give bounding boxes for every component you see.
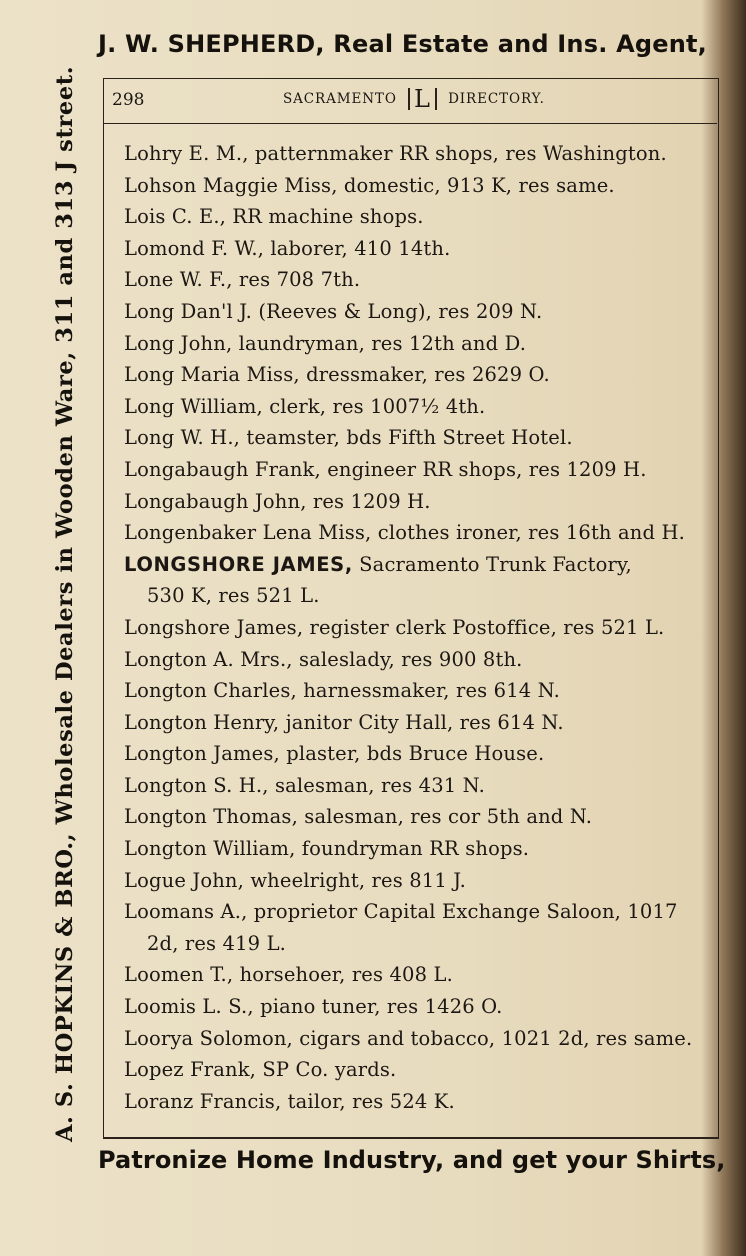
entry-lomond: Lomond F. W., laborer, 410 14th. — [124, 236, 451, 260]
entry-loranz: Loranz Francis, tailor, res 524 K. — [124, 1089, 455, 1113]
entry-longabaugh-frank: Longabaugh Frank, engineer RR shops, res 1209 H. — [124, 457, 647, 481]
entry-longton-william: Longton William, foundryman RR shops. — [124, 837, 530, 861]
page-number: 298 — [112, 90, 145, 110]
featured-rest: Sacramento Trunk Factory, — [352, 552, 632, 576]
entry-loorya: Loorya Solomon, cigars and tobacco, 1021 2d, res same. — [124, 1026, 693, 1050]
entry-longton-charles: Longton Charles, harnessmaker, res 614 N. — [124, 679, 560, 703]
entry-longton-sh: Longton S. H., salesman, res 431 N. — [124, 773, 485, 797]
entry-long-william: Long William, clerk, res 1007½ 4th. — [124, 394, 486, 418]
entry-lopez: Lopez Frank, SP Co. yards. — [124, 1058, 397, 1082]
running-head-left: SACRAMENTO — [283, 91, 397, 107]
entry-longshore-james: Longshore James, register clerk Postoffice, res 521 L. — [124, 615, 665, 639]
featured-name: LONGSHORE JAMES, — [124, 552, 353, 576]
entry-longton-henry: Longton Henry, janitor City Hall, res 614 N. — [124, 710, 564, 734]
entry-loomen: Loomen T., horsehoer, res 408 L. — [124, 963, 453, 987]
section-letter: L — [408, 88, 437, 110]
entry-loomis: Loomis L. S., piano tuner, res 1426 O. — [124, 995, 503, 1019]
entry-logue: Logue John, wheelright, res 811 J. — [124, 868, 467, 892]
entry-lohry: Lohry E. M., patternmaker RR shops, res Washington. — [124, 142, 667, 165]
entry-longshore-featured — [124, 549, 724, 581]
entry-long-maria: Long Maria Miss, dressmaker, res 2629 O. — [124, 363, 550, 387]
entry-longton-thomas: Longton Thomas, salesman, res cor 5th and N. — [124, 805, 593, 829]
side-advertisement: A. S. HOPKINS & BRO., Wholesale Dealers in Wooden Ware, 311 and 313 J street. — [52, 65, 78, 1142]
entry-longshore-featured-cont: 530 K, res 521 L. — [147, 584, 320, 608]
entry-long-danl: Long Dan'l J. (Reeves & Long), res 209 N. — [124, 299, 543, 323]
entry-lohson: Lohson Maggie Miss, domestic, 913 K, res same. — [124, 173, 615, 197]
entry-loomans: Loomans A., proprietor Capital Exchange Saloon, 1017 — [124, 900, 678, 924]
bottom-advertisement: Patronize Home Industry, and get your Shirts, — [98, 1146, 726, 1174]
running-head-right: DIRECTORY. — [448, 91, 545, 107]
entry-lone: Lone W. F., res 708 7th. — [124, 268, 361, 292]
entry-longenbaker: Longenbaker Lena Miss, clothes ironer, res 16th and H. — [124, 521, 685, 545]
top-advertisement: J. W. SHEPHERD, Real Estate and Ins. Agent, — [98, 30, 707, 58]
entry-lois: Lois C. E., RR machine shops. — [124, 205, 424, 229]
entry-longabaugh-john: Longabaugh John, res 1209 H. — [124, 489, 431, 513]
header-rule — [103, 123, 717, 124]
directory-entries — [124, 138, 724, 1117]
entry-longton-a: Longton A. Mrs., saleslady, res 900 8th. — [124, 647, 523, 671]
entry-longton-james: Longton James, plaster, bds Bruce House. — [124, 742, 545, 766]
entry-loomans-cont: 2d, res 419 L. — [147, 931, 287, 955]
entry-long-john: Long John, laundryman, res 12th and D. — [124, 331, 527, 355]
running-head — [283, 85, 545, 113]
entry-long-wh: Long W. H., teamster, bds Fifth Street Hotel. — [124, 426, 573, 450]
